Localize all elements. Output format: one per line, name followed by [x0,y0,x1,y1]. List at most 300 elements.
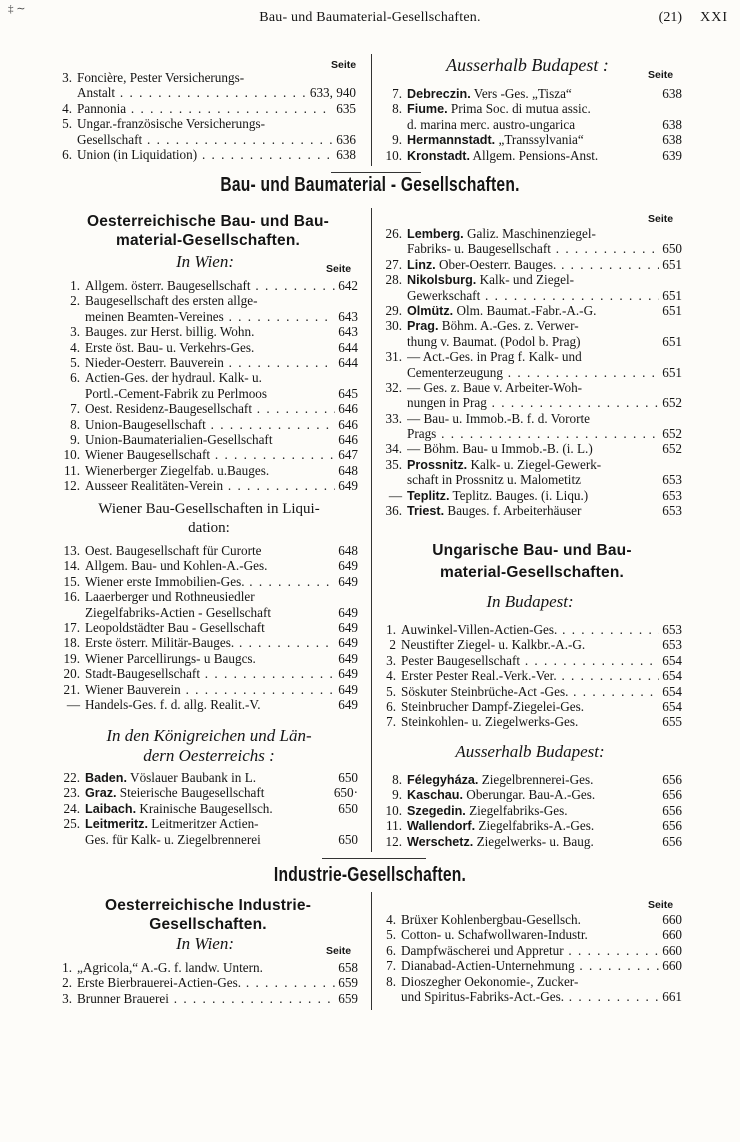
item-number: 8. [392,772,402,787]
item-description: Gewerkschaft [407,287,481,303]
item-description: Pester Baugesellschaft [401,652,521,668]
place-name: Baden. [85,771,127,785]
item-description: Erste Bierbrauerei-Actien-Ges. [77,975,242,991]
page-reference: 656 [662,818,682,834]
item-number: 9. [392,132,402,148]
item-number: 34. [385,441,402,457]
page-reference: 650 [338,770,358,785]
bau-right-list [382,226,682,518]
item-number: 3. [62,70,72,85]
item-number: 9. [70,431,80,447]
item-text [401,927,659,942]
list-item [382,772,682,787]
list-item [58,543,358,558]
list-item [58,478,358,493]
page-reference: 650 [338,831,358,847]
heading-line: dation: [188,520,230,536]
item-description: Bauges. zur Herst. billig. Wohn. [85,324,255,340]
list-item [58,147,356,162]
page-reference: 654 [662,652,682,668]
item-text [85,432,335,447]
item-text [77,132,333,147]
page-reference: 651 [662,333,682,349]
list-item [58,293,358,308]
item-description: „Transsylvania“ [495,132,584,148]
item-text [401,958,659,973]
list-item [382,818,682,833]
list-item [382,101,682,116]
list-item [58,432,358,447]
item-number: 29. [385,302,402,318]
item-text [401,912,659,927]
item-text [407,101,679,117]
item-text [85,651,335,666]
page-reference: 638 [662,86,682,101]
seite-label: Seite [326,945,352,957]
item-number: 5. [70,354,80,370]
list-item [58,340,358,355]
list-item [58,620,358,635]
item-text [401,684,659,699]
list-item [382,503,682,518]
item-text [85,682,335,697]
margin-mark: ‡ ∼ [8,3,26,15]
item-description: Bauges. f. Arbeiterhäuser [444,503,582,519]
list-item [58,278,358,293]
budapest-list [382,622,682,730]
item-number: 19. [63,650,80,666]
item-text [407,226,679,242]
item-number: 12. [385,833,402,849]
page-reference: 649 [338,635,358,651]
item-description: Prima Soc. di mutua assic. [447,101,591,117]
list-item [58,386,358,401]
page-reference: 649 [338,573,358,589]
page-reference: 653 [662,622,682,637]
item-text [85,589,355,604]
list-item [382,488,682,503]
page-reference: 653 [662,637,682,653]
item-description: Steinkohlen- u. Ziegelwerks-Ges. [401,714,579,730]
page-reference: 642 [338,278,358,293]
item-number: 26. [385,226,402,241]
item-description: — Ges. z. Baue v. Arbeiter-Woh- [407,379,583,395]
heading-line: dern Oesterreichs : [143,746,275,765]
page-reference: 653 [662,503,682,519]
ungarische-bau-heading [382,540,682,584]
item-number: 10. [385,802,402,818]
place-name: Wallendorf. [407,819,476,834]
item-description: Kalk- u. Ziegel-Gewerk- [467,456,602,472]
place-name: Félegyháza. [407,773,479,787]
page-reference: 649 [338,681,358,697]
place-name: Hermannstadt. [407,133,496,148]
item-text [407,472,659,487]
item-text [407,148,659,164]
item-number: 6. [62,146,72,162]
heading-line: Wiener Bau-Gesellschaften in Liqui- [98,501,320,517]
column-divider [371,892,372,1010]
item-description: Teplitz. Bauges. (i. Liqu.) [449,487,589,503]
item-description: Wiener Baugesellschaft [85,447,211,463]
liquidation-heading [54,500,364,538]
page-reference: 661 [662,988,682,1004]
page-reference: 645 [338,385,358,401]
list-item [58,463,358,478]
page-reference: 649 [338,696,358,712]
industrie-left-list [58,960,358,1006]
page-reference: 646 [338,431,358,447]
item-text [85,605,335,620]
item-description: Union-Baugesellschaft [85,416,206,432]
item-number: 7. [386,958,396,974]
item-text [85,666,335,681]
heading-line: material-Gesellschaften. [440,564,624,581]
list-item [58,605,358,620]
place-name: Teplitz. [407,488,450,503]
industrie-right-list [382,912,682,1004]
page-reference: 638 [336,146,356,162]
list-item [58,309,358,324]
item-text [407,457,679,473]
list-item [382,132,682,147]
ausserhalb-budapest-heading: Ausserhalb Budapest: [455,742,605,761]
item-description: Prags [407,426,437,442]
page-reference: 654 [662,668,682,684]
item-number: 15. [63,573,80,589]
item-number: 6. [386,942,396,958]
item-description: Handels-Ges. f. d. allg. Realit.-V. [85,696,261,712]
place-name: Fiume. [407,102,448,117]
item-description: Cementerzeugung [407,364,503,380]
list-item [58,401,358,416]
in-budapest-heading: In Budapest: [486,592,574,611]
list-item [58,635,358,650]
list-item [58,651,358,666]
list-item [382,288,682,303]
item-description: Leitmeritzer Actien- [147,816,259,832]
list-item [382,349,682,364]
koenigreichen-heading [54,726,364,766]
place-name: Lemberg. [407,227,464,241]
item-number: 1. [62,960,72,975]
item-description: Fabriks- u. Baugesellschaft [407,241,551,257]
item-text [407,288,659,303]
item-number: 9. [392,787,402,803]
page-reference: 646 [338,416,358,432]
list-item [382,668,682,683]
page-reference: 636 [336,131,356,147]
item-number: 21. [63,681,80,697]
item-text [401,989,659,1004]
page-reference: 659 [338,975,358,991]
item-description: Union (in Liquidation) [77,146,198,162]
item-text [407,787,659,803]
item-number: 5. [386,927,396,943]
item-number: 20. [63,666,80,682]
list-item [382,86,682,101]
item-number: 33. [385,410,402,426]
heading-line: Ungarische Bau- und Bau- [432,542,632,559]
item-text [85,463,335,478]
page-reference: 651 [662,256,682,272]
item-number: 25. [63,816,80,832]
column-divider [371,54,372,166]
item-number: 32. [385,379,402,395]
page-reference: 652 [662,395,682,411]
seite-label: Seite [648,213,674,225]
item-number: 7. [386,714,396,730]
list-item [382,958,682,973]
list-item [382,365,682,380]
list-item [58,370,358,385]
page-reference: 658 [338,960,358,975]
item-description: Laaerberger und Rothneusiedler [85,589,255,605]
list-item [382,148,682,163]
item-number: 31. [385,349,402,365]
list-item [382,787,682,802]
list-item [58,697,358,712]
page-reference: 648 [338,462,358,478]
item-text [401,714,659,729]
item-text [85,370,355,385]
running-header-page-number: (21) [658,10,682,25]
page-reference: 647 [338,447,358,463]
place-name: Prossnitz. [407,457,468,472]
list-item [382,411,682,426]
item-number: 11. [386,818,402,834]
page-reference: 644 [338,354,358,370]
item-text [85,558,335,573]
item-number: 7. [392,86,402,101]
item-description: Allgem. österr. Baugesellschaft [85,278,251,293]
item-text [77,70,353,85]
item-description: Actien-Ges. der hydraul. Kalk- u. [85,370,262,386]
item-description: Brüxer Kohlenbergbau-Gesellsch. [401,912,581,927]
place-name: Olmütz. [407,303,454,318]
item-description: Ziegelwerks- u. Baug. [473,833,594,849]
list-item [382,395,682,410]
item-description: Wienerberger Ziegelfab. u.Bauges. [85,462,270,478]
item-number: 28. [385,272,402,288]
item-number: 5. [386,683,396,699]
list-item [58,666,358,681]
page-reference: 650· [333,785,358,801]
heading-line: Oesterreichische Industrie- [104,897,312,914]
list-item [58,801,358,816]
item-description: Erste österr. Militär-Bauges. [85,635,235,651]
list-item [58,574,358,589]
page-reference: 643 [338,324,358,340]
item-description: Steinbrucher Dampf-Ziegelei-Ges. [401,698,585,714]
item-number: 11. [64,462,80,478]
item-description: Ziegelbrennerei-Ges. [478,772,594,787]
item-description: Vöslauer Baubank in L. [127,770,257,785]
item-text [407,241,659,256]
item-text [401,974,679,989]
item-text [407,441,659,456]
page-reference: 656 [662,772,682,787]
list-item [382,318,682,333]
list-item [58,132,356,147]
seite-label: Seite [648,69,674,81]
item-description: Ungar.-französische Versicherungs- [77,116,265,132]
item-description: Stadt-Baugesellschaft [85,666,200,682]
item-description: Dianabad-Actien-Unternehmung [401,958,575,974]
item-number: 8. [392,101,402,117]
item-text [407,334,659,349]
page-reference: 656 [662,802,682,818]
list-item [58,991,358,1006]
list-item [382,834,682,849]
item-description: nungen in Prag [407,395,487,411]
place-name: Debreczin. [407,87,471,101]
list-item [382,714,682,729]
list-item [58,101,356,116]
page-reference: 651 [662,287,682,303]
list-item [58,770,358,785]
page-reference: 649 [338,650,358,666]
item-description: schaft in Prossnitz u. Malometitz [407,472,581,488]
list-item [58,785,358,800]
item-number: 10. [63,447,80,463]
item-text [407,803,659,819]
heading-line: Oesterreichische Bau- und Bau- [86,213,329,230]
place-name: Graz. [85,786,117,801]
section-title-bau: Bau- und Baumaterial - Gesellschaften. [220,174,520,196]
page-reference: 660 [662,942,682,958]
page-reference: 633, 940 [309,85,356,101]
page-reference: 656 [662,833,682,849]
item-number: 23. [63,785,80,801]
item-description: Pannonia [77,100,127,116]
item-description: Galiz. Maschinenziegel- [463,226,596,241]
item-text [407,303,659,319]
place-name: Szegedin. [407,803,466,818]
item-text [85,324,335,339]
item-text [407,272,679,288]
list-item [382,226,682,241]
item-text [85,278,335,293]
item-description: — Bau- u. Immob.-B. f. d. Vororte [407,410,591,426]
item-description: Ober-Oesterr. Bauges. [435,256,557,272]
item-number: 18. [63,635,80,651]
page-reference: 639 [662,147,682,163]
page-reference: 652 [662,441,682,457]
place-name: Prag. [407,319,439,334]
list-item [382,257,682,272]
item-description: meinen Beamten-Vereines [85,308,224,324]
item-number: 10. [385,147,402,163]
item-description: Oest. Baugesellschaft für Curorte [85,543,262,558]
item-description: Erster Pester Real.-Verk.-Ver. [401,668,557,684]
item-number: 13. [63,543,80,558]
list-item [382,943,682,958]
item-number: 2 [389,637,396,653]
top-right-list [382,86,682,163]
item-number: 3. [70,324,80,340]
item-number: 3. [62,990,72,1006]
item-text [407,257,659,273]
item-text [401,653,659,668]
item-description: Oberungar. Bau-A.-Ges. [463,787,596,803]
item-number: 8. [70,416,80,432]
item-description: Allgem. Pensions-Anst. [469,147,599,163]
item-text [407,834,659,850]
seite-label: Seite [648,899,674,911]
item-description: Anstalt [77,85,116,101]
item-text [85,447,335,462]
item-description: und Spiritus-Fabriks-Act.-Ges. [401,988,564,1004]
item-text [85,785,331,801]
list-item [382,803,682,818]
item-description: Foncière, Pester Versicherungs- [77,70,245,85]
item-number: — [66,696,80,712]
page-reference: 638 [662,116,682,132]
item-text [77,147,333,162]
page-reference: 650 [662,241,682,257]
page-reference: 650 [338,800,358,816]
list-item [382,637,682,652]
page-reference: 656 [662,787,682,803]
item-text [401,668,659,683]
running-header-title: Bau- und Baumaterial-Gesellschaften. [259,10,481,25]
item-description: Gesellschaft [77,131,143,147]
list-item [382,472,682,487]
item-text [77,991,335,1006]
item-number: 1. [386,622,396,637]
item-text [77,101,333,116]
item-text [407,132,659,148]
item-description: Allgem. Bau- und Kohlen-A.-Ges. [85,558,268,574]
item-text [401,943,659,958]
item-text [85,417,335,432]
wien-bau-list [58,278,358,493]
list-item [382,272,682,287]
item-number: 6. [386,698,396,714]
list-item [382,380,682,395]
item-text [401,622,659,637]
item-text [85,816,355,832]
list-item [382,653,682,668]
item-description: Olm. Baumat.-Fabr.-A.-G. [453,302,597,318]
item-text [85,401,335,416]
item-text [407,86,659,102]
item-description: Nieder-Oesterr. Bauverein [85,354,224,370]
item-number: 4. [70,339,80,355]
page-reference: 651 [662,364,682,380]
in-wien-heading: In Wien: [175,252,235,271]
list-item [382,927,682,942]
item-text [407,772,659,788]
item-text [85,309,335,324]
page-reference: 654 [662,698,682,714]
seite-label: Seite [326,263,352,275]
page-reference: 652 [662,426,682,442]
page-reference: 660 [662,927,682,943]
section-rule [331,172,421,173]
heading-line: material-Gesellschaften. [116,232,300,249]
in-wien-heading: In Wien: [175,934,235,953]
list-item [58,832,358,847]
item-description: Oest. Residenz-Baugesellschaft [85,401,252,417]
koenigreichen-list [58,770,358,847]
oesterreichische-bau-heading [54,212,362,250]
item-number: 6. [70,370,80,386]
item-description: Söskuter Steinbrüche-Act -Ges. [401,683,569,699]
oesterreichische-industrie-heading [54,896,362,934]
item-description: Ausseer Realitäten-Verein [85,478,224,494]
